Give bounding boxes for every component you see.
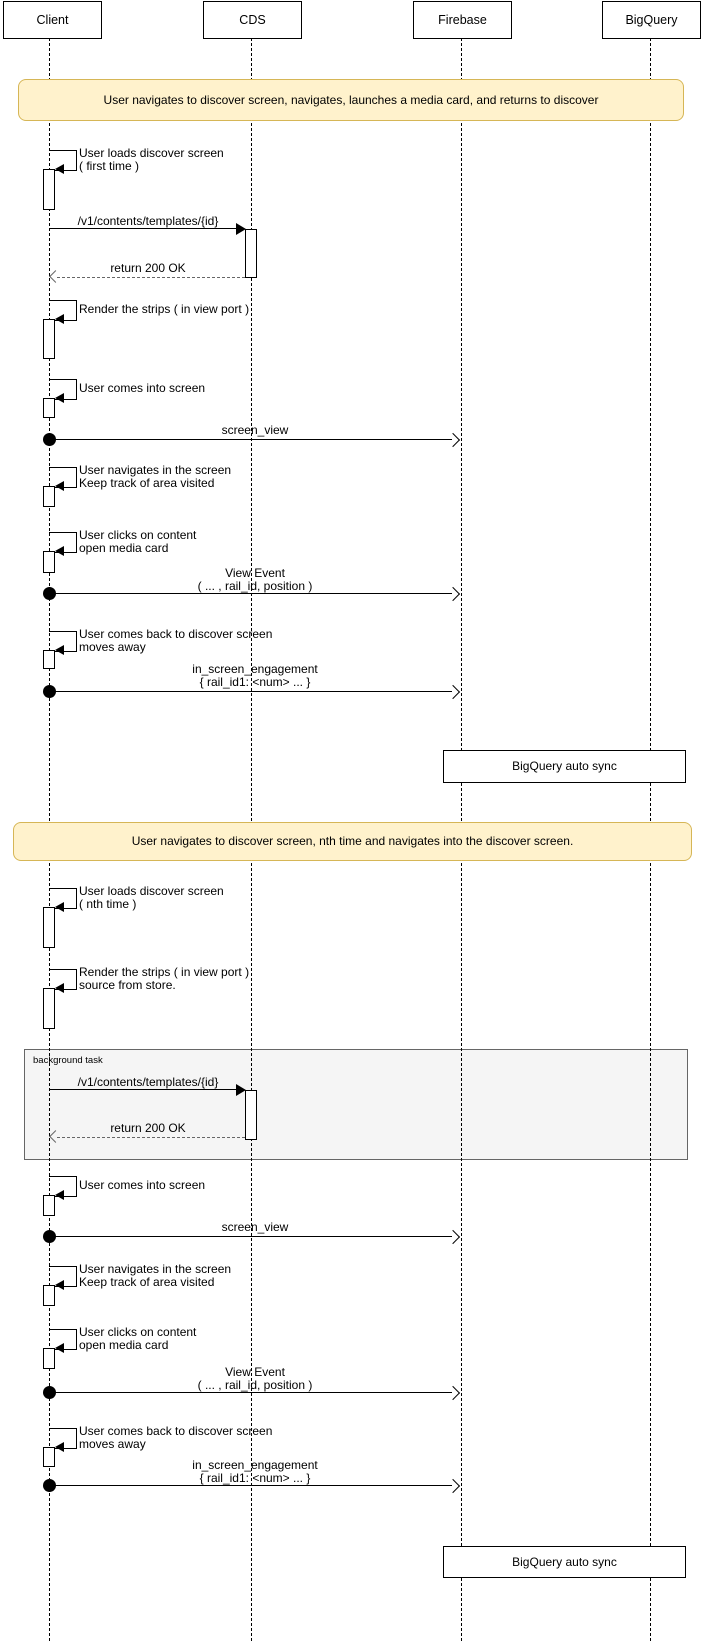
event-label: in_screen_engagement { rail_id1: <num> ... } (192, 1458, 318, 1485)
self-message-label: Render the strips ( in view port ) (79, 302, 250, 316)
self-message-label: User navigates in the screen Keep track of area visited (79, 1262, 232, 1289)
arrowhead-filled-icon (55, 164, 64, 174)
activation-bar (43, 988, 55, 1029)
activation-bar (43, 1195, 55, 1216)
arrowhead-filled-icon (55, 1280, 64, 1290)
event-start-circle-icon (43, 433, 56, 446)
activation-bar (43, 551, 55, 573)
arrowhead-filled-icon (55, 983, 64, 993)
event-label: screen_view (221, 423, 289, 437)
event-arrow (49, 1392, 452, 1393)
event-start-circle-icon (43, 1479, 56, 1492)
self-message-label: User clicks on content open media card (79, 528, 197, 555)
actor-box-firebase: Firebase (413, 1, 512, 39)
message-label: /v1/contents/templates/{id} (77, 1075, 219, 1089)
activation-bar (245, 229, 257, 278)
event-arrow (49, 1236, 452, 1237)
activation-bar (43, 1285, 55, 1306)
self-message-label: User clicks on content open media card (79, 1325, 197, 1352)
arrowhead-filled-icon (55, 1343, 64, 1353)
activation-bar (43, 1348, 55, 1369)
arrowhead-filled-icon (55, 546, 64, 556)
self-message-label: User loads discover screen ( first time ) (79, 146, 224, 173)
background-task-frame-label: background task (33, 1055, 103, 1066)
event-arrow (49, 691, 452, 692)
self-message-label: User loads discover screen ( nth time ) (79, 884, 224, 911)
self-message-label: User comes back to discover screen moves away (79, 627, 273, 654)
actor-box-cds: CDS (203, 1, 302, 39)
return-label: return 200 OK (110, 261, 186, 275)
arrowhead-filled-icon (55, 481, 64, 491)
message-arrow (50, 1089, 236, 1090)
event-start-circle-icon (43, 1386, 56, 1399)
bigquery-auto-sync-box: BigQuery auto sync (443, 750, 686, 783)
return-arrow (57, 277, 245, 278)
event-start-circle-icon (43, 685, 56, 698)
arrowhead-filled-icon (55, 314, 64, 324)
self-message-label: User comes into screen (79, 381, 206, 395)
activation-bar (43, 1447, 55, 1467)
self-message-label: User comes back to discover screen moves away (79, 1424, 273, 1451)
return-label: return 200 OK (110, 1121, 186, 1135)
message-label: /v1/contents/templates/{id} (77, 214, 219, 228)
note-banner-1: User navigates to discover screen, navigates, launches a media card, and returns to discover (18, 79, 684, 121)
event-label: screen_view (221, 1220, 289, 1234)
event-arrow (49, 593, 452, 594)
activation-bar (43, 650, 55, 669)
arrowhead-filled-icon (55, 1442, 64, 1452)
self-message-label: User navigates in the screen Keep track of area visited (79, 463, 232, 490)
event-arrow (49, 1485, 452, 1486)
activation-bar (43, 319, 55, 359)
return-arrow (57, 1137, 245, 1138)
note-banner-2: User navigates to discover screen, nth time and navigates into the discover screen. (13, 822, 692, 861)
message-arrow (50, 228, 236, 229)
self-message-label: Render the strips ( in view port ) source from store. (79, 965, 250, 992)
event-label: View Event ( ... , rail_id, position ) (197, 566, 313, 593)
event-arrow (49, 439, 452, 440)
arrowhead-filled-icon (55, 902, 64, 912)
activation-bar (245, 1090, 257, 1140)
background-task-frame (24, 1049, 688, 1160)
event-label: View Event ( ... , rail_id, position ) (197, 1365, 313, 1392)
activation-bar (43, 398, 55, 418)
arrowhead-filled-icon (55, 1190, 64, 1200)
event-start-circle-icon (43, 1230, 56, 1243)
activation-bar (43, 169, 55, 210)
event-start-circle-icon (43, 587, 56, 600)
arrowhead-filled-icon (55, 393, 64, 403)
activation-bar (43, 486, 55, 507)
self-message-label: User comes into screen (79, 1178, 206, 1192)
activation-bar (43, 907, 55, 948)
bigquery-auto-sync-box: BigQuery auto sync (443, 1546, 686, 1578)
arrowhead-filled-icon (55, 645, 64, 655)
actor-box-bigquery: BigQuery (602, 1, 701, 39)
event-label: in_screen_engagement { rail_id1: <num> ... } (192, 662, 318, 689)
actor-box-client: Client (3, 1, 102, 39)
